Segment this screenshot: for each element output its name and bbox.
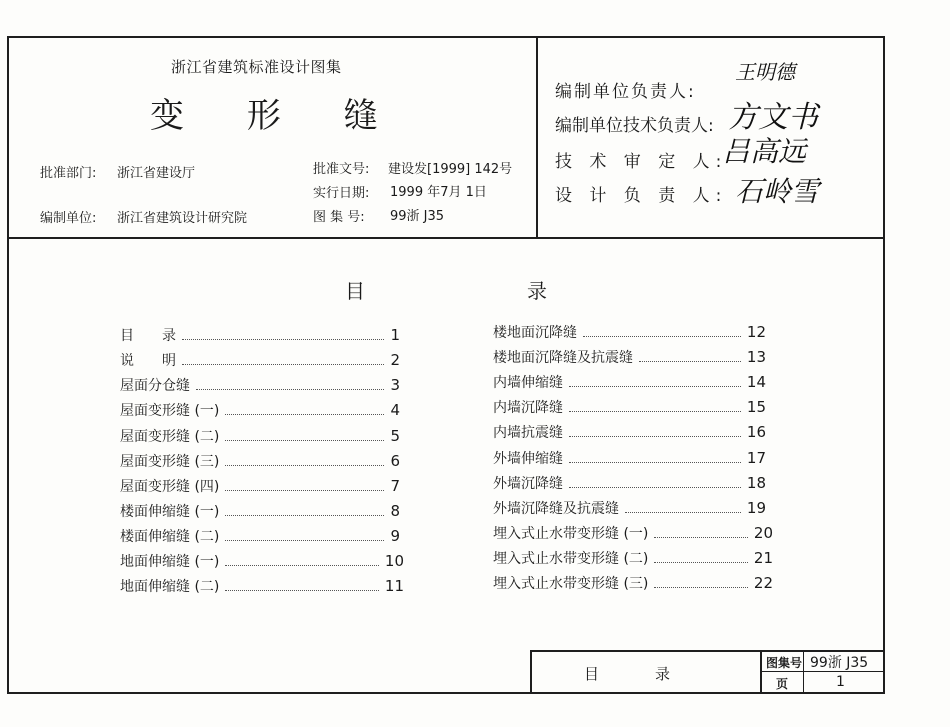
responsible-label-3: 技 术 审 定 人: (555, 152, 728, 172)
toc-item-page: 1 (390, 326, 400, 344)
responsible-label-2: 编制单位技术负责人: (555, 116, 714, 136)
toc-item-page: 13 (746, 348, 766, 366)
toc-item-label: 埋入式止水带变形缝 (三) (493, 576, 649, 592)
toc-item[interactable] (493, 397, 766, 417)
toc-item-label: 外墙伸缩缝 (493, 451, 563, 467)
approval-dept-label: 批准部门: (40, 166, 97, 181)
title-block-page-value: 1 (836, 674, 845, 690)
toc-item-page: 9 (390, 527, 400, 545)
toc-item-page: 7 (390, 477, 400, 495)
approval-dept-value: 浙江省建设厅 (117, 166, 196, 181)
title-block-cell-divider (803, 650, 804, 694)
toc-leader-dots (654, 586, 748, 588)
toc-item-label: 屋面变形缝 (一) (120, 403, 220, 419)
toc-leader-dots (569, 461, 741, 463)
toc-item-page: 10 (384, 552, 404, 570)
toc-leader-dots (225, 413, 384, 415)
toc-leader-dots (654, 561, 748, 563)
toc-leader-dots (182, 338, 384, 340)
toc-item-label: 屋面变形缝 (三) (120, 454, 220, 470)
toc-leader-dots (225, 514, 384, 516)
toc-item[interactable] (493, 347, 766, 367)
toc-leader-dots (569, 435, 741, 437)
frame-bottom (7, 692, 885, 694)
toc-item-label: 埋入式止水带变形缝 (一) (493, 526, 649, 542)
header-vertical-divider (536, 36, 538, 238)
frame-top (7, 36, 885, 38)
toc-item-label: 楼地面沉降缝 (493, 325, 577, 341)
toc-leader-dots (569, 385, 741, 387)
title-block-page-label: 页 (776, 677, 789, 691)
compiling-unit-label: 编制单位: (40, 211, 97, 226)
toc-item-label: 楼面伸缩缝 (一) (120, 504, 220, 520)
toc-item-label: 屋面变形缝 (二) (120, 429, 220, 445)
toc-item-page: 12 (746, 323, 766, 341)
toc-item-label: 内墙伸缩缝 (493, 375, 563, 391)
toc-leader-dots (583, 335, 741, 337)
compiling-unit-value: 浙江省建筑设计研究院 (117, 211, 248, 226)
toc-leader-dots (196, 388, 384, 390)
toc-item-page: 11 (384, 577, 404, 595)
approval-doc-label: 批准文号: (313, 162, 370, 177)
signature-1: 王明德 (735, 60, 795, 84)
header-divider (7, 237, 885, 239)
toc-item-page: 16 (746, 423, 766, 441)
toc-leader-dots (569, 486, 741, 488)
signature-2: 方文书 (728, 100, 818, 135)
title-block-divider (760, 650, 762, 694)
signature-4: 石岭雪 (735, 175, 820, 208)
toc-item-label: 内墙沉降缝 (493, 400, 563, 416)
toc-item-page: 2 (390, 351, 400, 369)
toc-item[interactable] (120, 375, 400, 395)
toc-item[interactable] (493, 422, 766, 442)
toc-item-label: 楼地面沉降缝及抗震缝 (493, 350, 633, 366)
toc-item[interactable] (493, 448, 766, 468)
impl-date-label: 实行日期: (313, 186, 370, 201)
toc-item-label: 说 明 (120, 353, 176, 369)
toc-heading-right: 录 (527, 279, 547, 303)
toc-item[interactable] (493, 523, 773, 543)
toc-item-label: 埋入式止水带变形缝 (二) (493, 551, 649, 567)
title-block-atlas-no-label: 图集号 (766, 656, 803, 670)
title-block-name-left: 目 (584, 665, 600, 683)
toc-item[interactable] (120, 526, 400, 546)
toc-item-page: 8 (390, 502, 400, 520)
toc-item-label: 地面伸缩缝 (一) (120, 554, 220, 570)
toc-item[interactable] (120, 426, 400, 446)
toc-item-page: 14 (746, 373, 766, 391)
main-title-char-2: 形 (246, 96, 281, 136)
toc-leader-dots (225, 589, 379, 591)
toc-item-label: 地面伸缩缝 (二) (120, 579, 220, 595)
toc-item-page: 4 (390, 401, 400, 419)
atlas-title: 浙江省建筑标准设计图集 (171, 58, 342, 76)
responsible-label-1: 编制单位负责人: (555, 82, 696, 102)
toc-item-label: 目 录 (120, 328, 176, 344)
toc-item[interactable] (120, 576, 404, 596)
toc-item[interactable] (120, 350, 400, 370)
toc-leader-dots (225, 464, 384, 466)
toc-item-label: 屋面分仓缝 (120, 378, 190, 394)
toc-leader-dots (639, 360, 741, 362)
toc-item-page: 17 (746, 449, 766, 467)
toc-item-label: 楼面伸缩缝 (二) (120, 529, 220, 545)
toc-item-label: 外墙沉降缝及抗震缝 (493, 501, 619, 517)
toc-item[interactable] (120, 325, 400, 345)
toc-item[interactable] (493, 322, 766, 342)
toc-leader-dots (654, 536, 748, 538)
toc-item[interactable] (120, 476, 400, 496)
atlas-no-value: 99浙 J35 (390, 209, 445, 224)
toc-item-page: 18 (746, 474, 766, 492)
toc-item[interactable] (493, 498, 766, 518)
toc-item[interactable] (493, 548, 773, 568)
toc-item[interactable] (493, 372, 766, 392)
toc-item-page: 6 (390, 452, 400, 470)
toc-item-page: 21 (753, 549, 773, 567)
toc-leader-dots (225, 564, 379, 566)
atlas-no-label: 图 集 号: (313, 210, 365, 225)
responsible-label-4: 设 计 负 责 人: (555, 186, 728, 206)
toc-item-page: 15 (746, 398, 766, 416)
toc-item[interactable] (493, 473, 766, 493)
approval-doc-value: 建设发[1999] 142号 (388, 162, 513, 177)
title-block-name-right: 录 (655, 665, 671, 683)
main-title-char-3: 缝 (343, 96, 378, 136)
frame-right (883, 36, 885, 694)
toc-leader-dots (225, 489, 384, 491)
impl-date-value: 1999 年7月 1日 (390, 185, 487, 200)
toc-item-page: 22 (753, 574, 773, 592)
title-block-left (530, 650, 532, 694)
toc-leader-dots (625, 511, 741, 513)
toc-heading-left: 目 (345, 279, 365, 303)
toc-item-label: 屋面变形缝 (四) (120, 479, 220, 495)
toc-leader-dots (225, 439, 384, 441)
toc-leader-dots (182, 363, 384, 365)
toc-item[interactable] (120, 551, 404, 571)
toc-item-page: 5 (390, 427, 400, 445)
signature-3: 吕高远 (722, 135, 807, 168)
toc-item[interactable] (120, 451, 400, 471)
toc-leader-dots (225, 539, 384, 541)
toc-item-page: 3 (390, 376, 400, 394)
title-block-atlas-no-value: 99浙 J35 (810, 655, 869, 671)
toc-item[interactable] (120, 501, 400, 521)
toc-item-label: 内墙抗震缝 (493, 425, 563, 441)
main-title (150, 88, 378, 137)
toc-item-label: 外墙沉降缝 (493, 476, 563, 492)
toc-item-page: 19 (746, 499, 766, 517)
main-title-char-1: 变 (150, 96, 184, 136)
toc-leader-dots (569, 410, 741, 412)
frame-left (7, 36, 9, 694)
toc-item[interactable] (493, 573, 773, 593)
toc-item-page: 20 (753, 524, 773, 542)
toc-item[interactable] (120, 400, 400, 420)
